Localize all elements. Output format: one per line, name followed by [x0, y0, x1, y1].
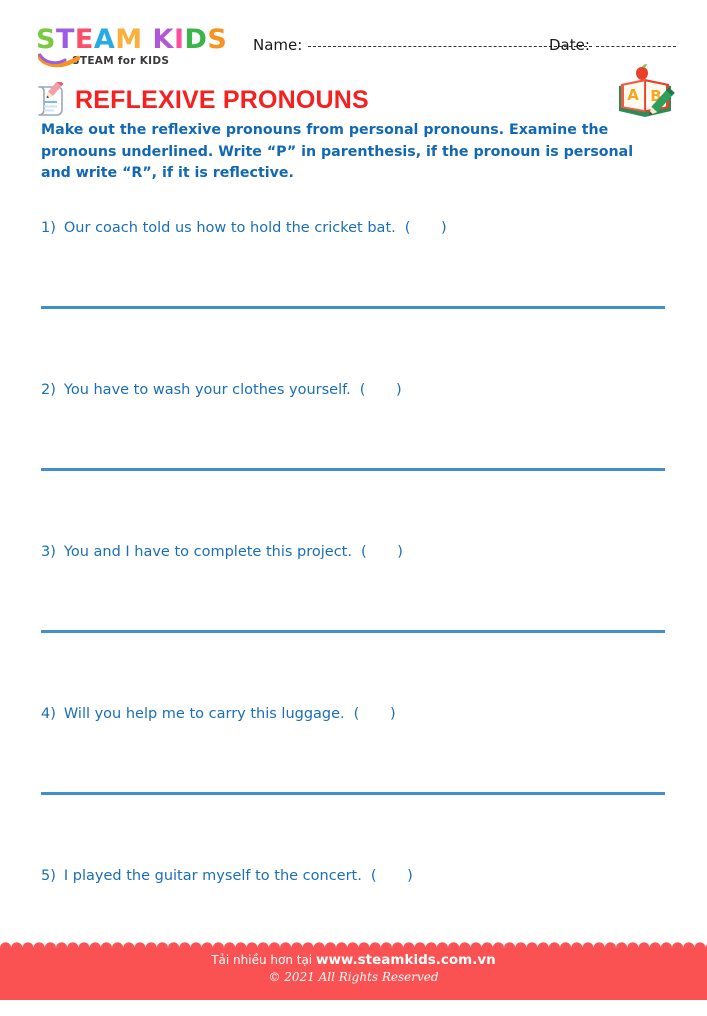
- question-sentence: Will you help me to carry this luggage.: [63, 706, 345, 722]
- svg-text:B: B: [650, 87, 662, 105]
- instructions-text: Make out the reflexive pronouns from personal pronouns. Examine the pronouns underlined. Write “P” in parenthesis, if the pronoun is personal and write “R”, if it is reflective.: [41, 122, 634, 181]
- name-field[interactable]: [253, 36, 592, 54]
- question-sentence: You have to wash your clothes yourself.: [63, 382, 351, 398]
- date-input-line[interactable]: [596, 46, 676, 47]
- logo-letter-s-8: S: [207, 24, 228, 55]
- footer-website-line: [211, 952, 496, 969]
- question-number: 4): [41, 706, 56, 722]
- question-item: [0, 206, 707, 368]
- question-answer-parenthesis[interactable]: ( ): [404, 220, 460, 236]
- question-sentence: I played the guitar myself to the concert.: [63, 868, 362, 884]
- question-text: [41, 220, 460, 236]
- logo-letter-m-4: M: [115, 24, 143, 55]
- answer-write-line[interactable]: [41, 630, 665, 633]
- question-answer-parenthesis[interactable]: ( ): [360, 544, 416, 560]
- page-header: [0, 0, 707, 72]
- footer-site-url[interactable]: www.steamkids.com.vn: [315, 952, 496, 968]
- worksheet-title-row: [34, 82, 369, 118]
- logo-letter-k-5: K: [152, 24, 174, 55]
- question-sentence: You and I have to complete this project.: [63, 544, 352, 560]
- question-answer-parenthesis[interactable]: ( ): [359, 382, 415, 398]
- logo-letter-i-6: I: [173, 24, 185, 55]
- logo-letter-t-1: T: [55, 24, 75, 55]
- page-title: REFLEXIVE PRONOUNS: [75, 85, 369, 114]
- page-footer: [0, 938, 707, 1000]
- questions-list: [0, 206, 707, 1016]
- question-answer-parenthesis[interactable]: ( ): [353, 706, 409, 722]
- logo-letter-s-0: S: [36, 24, 56, 55]
- question-text: [41, 868, 426, 884]
- steam-kids-logo: [36, 26, 236, 67]
- question-number: 5): [41, 868, 56, 884]
- footer-prefix: Tải nhiều hơn tại: [211, 953, 316, 967]
- question-text: [41, 706, 409, 722]
- logo-letter-e-2: E: [74, 24, 94, 55]
- logo-swoosh-icon: [38, 53, 80, 71]
- date-label: Date:: [549, 36, 590, 54]
- question-item: [0, 692, 707, 854]
- question-number: 3): [41, 544, 56, 560]
- question-text: [41, 382, 415, 398]
- question-number: 1): [41, 220, 56, 236]
- open-book-apple-pencil-icon: [613, 64, 679, 122]
- footer-scallop-edge: [0, 936, 707, 948]
- question-item: [0, 368, 707, 530]
- question-text: [41, 544, 416, 560]
- logo-letter-a-3: A: [93, 24, 116, 55]
- svg-text:A: A: [627, 86, 639, 104]
- date-field[interactable]: [549, 36, 676, 54]
- question-number: 2): [41, 382, 56, 398]
- question-item: [0, 530, 707, 692]
- footer-text: [0, 948, 707, 1000]
- footer-copyright: © 2021 All Rights Reserved: [268, 970, 439, 984]
- logo-letter-d-7: D: [184, 24, 208, 55]
- question-answer-parenthesis[interactable]: ( ): [370, 868, 426, 884]
- name-label: Name:: [253, 36, 303, 54]
- answer-write-line[interactable]: [41, 792, 665, 795]
- notepad-pencil-icon: [34, 82, 68, 118]
- question-sentence: Our coach told us how to hold the cricket bat.: [63, 220, 396, 236]
- logo-tagline: STEAM for KIDS: [72, 55, 170, 67]
- answer-write-line[interactable]: [41, 468, 665, 471]
- logo-wordmark: [36, 26, 236, 54]
- answer-write-line[interactable]: [41, 306, 665, 309]
